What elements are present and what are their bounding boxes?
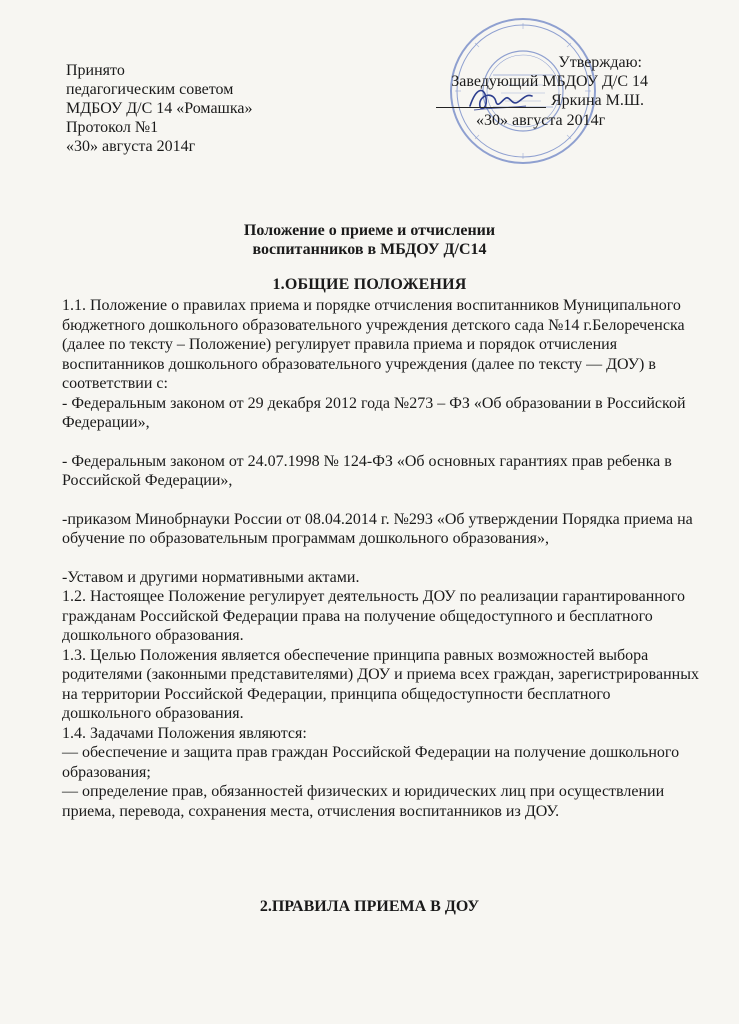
title-line-2: воспитанников в МБДОУ Д/С14 [252,241,487,258]
protocol-number: Протокол №1 [66,119,159,136]
task-item-2: — определение прав, обязанностей физических и юридических лиц при осуществлении приема, перевода, сохранения места, отчисления воспитанников из ДОУ. [62,783,665,820]
paragraph-1-2: 1.2. Настоящее Положение регулирует деятельность ДОУ по реализации гарантированного гражданам Российской Федерации права на получение общедоступного и бесплатного дошкольного образования. [62,588,685,644]
paragraph-1-3: 1.3. Целью Положения является обеспечение принципа равных возможностей выбора родителями (законными представителями) ДОУ и приема всех граждан, зарегистрированных на территории Российской Федерации, принципа общедоступности бесплатного дошкольного образования. [62,646,699,722]
approve-label: Утверждаю: [558,54,642,71]
acceptance-block [66,61,253,156]
signature-underline [436,107,546,108]
document-title [0,221,739,259]
task-item-1: — обеспечение и защита прав граждан Российской Федерации на получение дошкольного образования; [62,744,680,781]
head-name: Яркина М.Ш. [550,92,644,109]
law-item-1: - Федеральным законом от 29 декабря 2012 года №273 – ФЗ «Об образовании в Российской Федерации», [62,394,686,431]
law-item-2: - Федеральным законом от 24.07.1998 № 124-ФЗ «Об основных гарантиях прав ребенка в Российской Федерации», [62,452,672,489]
law-item-3: -приказом Минобрнауки России от 08.04.2014 г. №293 «Об утверждении Порядка приема на обучение по образовательным программам дошкольного образования», [62,510,693,547]
law-item-4: -Уставом и другими нормативными актами. [62,568,360,586]
approval-date: «30» августа 2014г [476,112,606,129]
accepted-label: Принято [66,62,125,79]
acceptance-date: «30» августа 2014г [66,138,196,155]
section-1-body [62,296,702,821]
section-1-heading: 1.ОБЩИЕ ПОЛОЖЕНИЯ [272,276,467,293]
approval-block [426,53,652,130]
institution-name: МДБОУ Д/С 14 «Ромашка» [66,100,253,117]
pedagogical-council: педагогическим советом [66,81,234,98]
section-2-heading: 2.ПРАВИЛА ПРИЕМА В ДОУ [259,898,480,915]
head-position: Заведующий МБДОУ Д/С 14 [451,73,648,90]
paragraph-1-1: 1.1. Положение о правилах приема и порядке отчисления воспитанников Муниципального бюджетного дошкольного образовательного учреждения детского сада №14 г.Белореченска (далее по тексту – Положение) регулирует правила приема и порядок отчисления воспитанников дошкольного образовательного учреждения (далее по тексту — ДОУ) в соответствии с: [62,297,685,392]
paragraph-1-4: 1.4. Задачами Положения являются: [62,724,307,742]
signature-line [426,91,652,111]
title-line-1: Положение о приеме и отчислении [243,222,496,239]
